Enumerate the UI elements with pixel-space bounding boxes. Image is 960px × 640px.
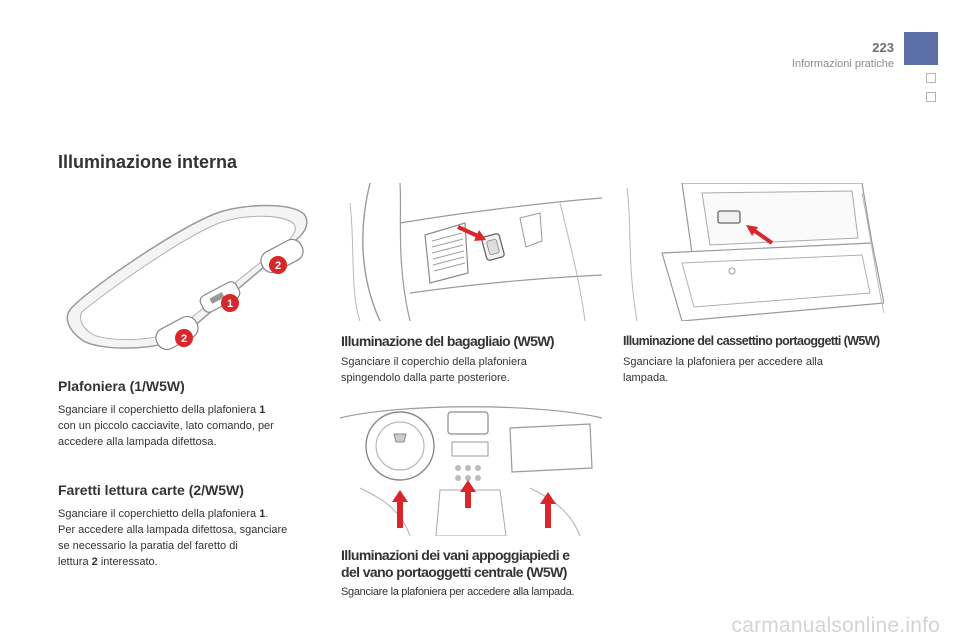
boot-light-illustration <box>340 183 602 321</box>
glovebox-light-heading: Illuminazione del cassettino portaoggetti (W5W) <box>623 334 880 348</box>
ceiling-light-heading: Plafoniera (1/W5W) <box>58 378 185 394</box>
watermark: carmanualsonline.info <box>731 614 940 637</box>
ref-number: 1 <box>259 508 266 520</box>
reading-lights-text <box>58 506 333 570</box>
marker-label: 2 <box>274 260 282 272</box>
ceiling-light-text <box>58 402 328 450</box>
text-fragment: lampada. <box>623 372 669 384</box>
text-fragment: Sganciare il coperchietto della plafoniera <box>58 404 260 416</box>
ref-number: 1 <box>259 404 266 416</box>
boot-light-text <box>341 354 601 386</box>
marker-label: 1 <box>226 298 234 310</box>
text-fragment: se necessario la paratia del faretto di <box>58 540 238 552</box>
text-fragment: Per accedere alla lampada difettosa, sganciare <box>58 524 288 536</box>
text-fragment: Sganciare il coperchio della plafoniera <box>341 356 527 368</box>
text-fragment: . <box>265 508 269 520</box>
boot-light-heading: Illuminazione del bagagliaio (W5W) <box>341 333 554 349</box>
text-fragment: accedere alla lampada difettosa. <box>58 436 217 448</box>
page-title: Illuminazione interna <box>58 152 238 172</box>
ref-number: 2 <box>91 556 98 568</box>
section-title: Informazioni pratiche <box>791 58 894 70</box>
section-tab-square <box>926 92 936 102</box>
text-fragment: Sganciare il coperchietto della plafoniera <box>58 508 260 520</box>
text-fragment: Sganciare la plafoniera per accedere alla <box>623 356 823 368</box>
footwell-light-text: Sganciare la plafoniera per accedere alla lampada. <box>341 586 575 598</box>
section-tab-marker <box>904 32 938 65</box>
reading-lights-heading: Faretti lettura carte (2/W5W) <box>58 482 244 498</box>
heading-line: del vano portaoggetti centrale (W5W) <box>341 564 567 580</box>
text-fragment: lettura <box>58 556 92 568</box>
page-number: 223 <box>872 40 894 55</box>
text-fragment: con un piccolo cacciavite, lato comando, per <box>58 420 274 432</box>
text-fragment: interessato. <box>97 556 158 568</box>
glovebox-light-illustration <box>622 183 884 321</box>
glovebox-light-text <box>623 354 883 386</box>
text-fragment: spingendolo dalla parte posteriore. <box>341 372 510 384</box>
footwell-light-heading <box>341 547 569 581</box>
section-tab-square <box>926 73 936 83</box>
footwell-light-illustration <box>340 398 602 536</box>
heading-line: Illuminazioni dei vani appoggiapiedi e <box>341 547 570 563</box>
ceiling-light-illustration <box>60 200 310 355</box>
marker-label: 2 <box>180 333 188 345</box>
